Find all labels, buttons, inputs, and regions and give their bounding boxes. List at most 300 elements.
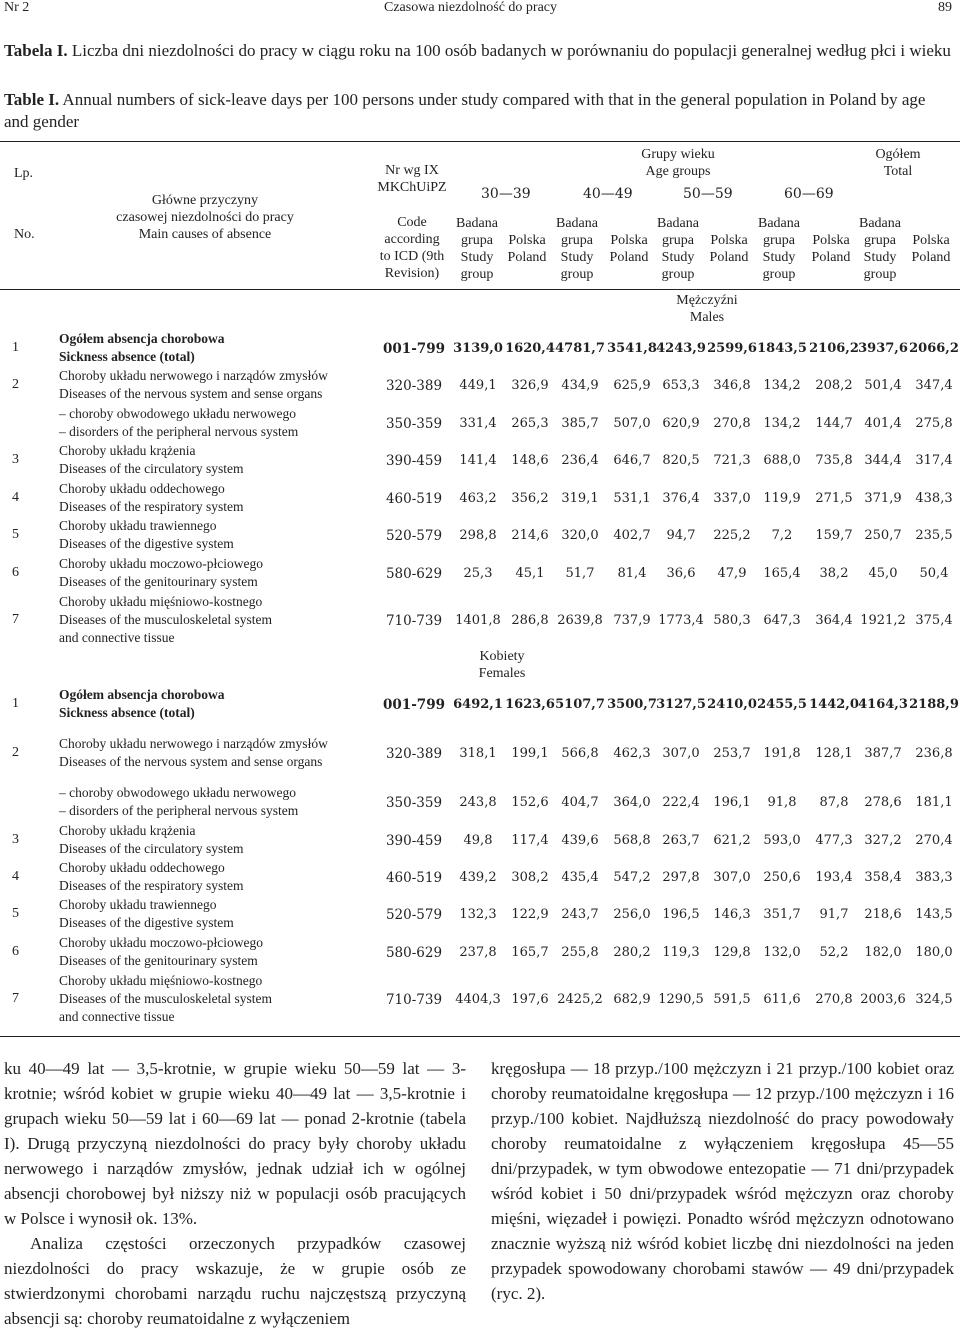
row-value: 331,4 bbox=[459, 416, 497, 431]
row-number: 6 bbox=[12, 565, 19, 580]
row-value: 181,1 bbox=[915, 795, 953, 810]
row-cause-en: Diseases of the circulatory system bbox=[59, 841, 244, 856]
row-value: 387,7 bbox=[864, 746, 902, 761]
header-icd-en-line: Code bbox=[397, 215, 427, 230]
header-age-50-59: 50—59 bbox=[683, 186, 733, 202]
header-cause-pl bbox=[105, 192, 305, 243]
subheader-study-line: grupa bbox=[561, 233, 593, 248]
row-value: 243,7 bbox=[561, 907, 599, 922]
row-value: 196,5 bbox=[662, 907, 700, 922]
subheader-study-line: Study bbox=[762, 250, 796, 265]
subheader-study-group bbox=[552, 215, 602, 283]
row-value: 253,7 bbox=[713, 746, 751, 761]
row-value: 91,8 bbox=[767, 795, 797, 810]
row-cause-pl: Ogółem absencja chorobowa bbox=[59, 331, 225, 346]
subheader-study-line: group bbox=[863, 267, 897, 282]
row-value: 128,1 bbox=[815, 746, 853, 761]
subheader-study-line: Badana bbox=[556, 216, 598, 231]
row-number: 3 bbox=[12, 832, 19, 847]
row-value: 2455,5 bbox=[757, 697, 807, 712]
row-value: 4243,9 bbox=[656, 341, 706, 356]
subheader-study-line: group bbox=[762, 267, 796, 282]
row-icd-code: 350-359 bbox=[385, 416, 443, 432]
row-cause bbox=[59, 593, 272, 647]
subheader-study-line: Badana bbox=[758, 216, 800, 231]
row-value: 449,1 bbox=[459, 378, 497, 393]
row-value: 208,2 bbox=[815, 378, 853, 393]
subheader-study-group bbox=[754, 215, 804, 283]
table-caption-en bbox=[4, 89, 954, 133]
row-value: 275,8 bbox=[915, 416, 953, 431]
row-cause-en: Sickness absence (total) bbox=[59, 349, 195, 364]
row-value: 1442,0 bbox=[809, 697, 859, 712]
header-icd-en-line: according bbox=[384, 232, 440, 247]
row-value: 404,7 bbox=[561, 795, 599, 810]
row-cause-en: Diseases of the respiratory system bbox=[59, 499, 244, 514]
row-value: 2066,2 bbox=[909, 341, 959, 356]
row-icd-code: 350-359 bbox=[385, 795, 443, 811]
row-value: 45,1 bbox=[515, 566, 545, 581]
row-icd-code: 460-519 bbox=[385, 870, 443, 886]
row-value: 3139,0 bbox=[453, 341, 503, 356]
row-value: 214,6 bbox=[511, 528, 549, 543]
row-value: 2003,6 bbox=[860, 992, 906, 1007]
row-cause bbox=[59, 784, 298, 820]
subheader-study-line: grupa bbox=[763, 233, 795, 248]
row-cause-extra: and connective tissue bbox=[59, 630, 175, 645]
row-value: 2106,2 bbox=[809, 341, 859, 356]
subheader-study-line: group bbox=[460, 267, 494, 282]
row-value: 255,8 bbox=[561, 945, 599, 960]
row-value: 376,4 bbox=[662, 491, 700, 506]
row-cause-extra: and connective tissue bbox=[59, 1009, 175, 1024]
row-number: 4 bbox=[12, 490, 19, 505]
body-paragraph: Analiza częstości orzeczonych przypadków czasowej niezdolności do pracy wskazuje, że w grupie osób ze stwierdzonymi chorobami narządu ruchu najczęstszą przyczyną absencji są: choroby reumatoidalne z wyłączeniem bbox=[4, 1234, 466, 1328]
row-value: 117,4 bbox=[511, 833, 549, 848]
subheader-poland-line: Polska bbox=[610, 233, 648, 248]
row-value: 621,2 bbox=[713, 833, 751, 848]
row-value: 143,5 bbox=[915, 907, 953, 922]
row-value: 134,2 bbox=[763, 378, 801, 393]
row-value: 119,3 bbox=[662, 945, 700, 960]
row-value: 820,5 bbox=[662, 453, 700, 468]
row-value: 91,7 bbox=[819, 907, 849, 922]
row-cause-pl: Ogółem absencja chorobowa bbox=[59, 687, 225, 702]
row-cause-pl: Choroby układu oddechowego bbox=[59, 860, 225, 875]
row-value: 256,0 bbox=[613, 907, 651, 922]
row-cause-en: – disorders of the peripheral nervous system bbox=[59, 803, 299, 818]
row-value: 1290,5 bbox=[658, 992, 704, 1007]
row-value: 3937,6 bbox=[858, 341, 908, 356]
row-value: 1623,6 bbox=[505, 697, 555, 712]
males-label-en: Males bbox=[689, 310, 725, 325]
row-value: 318,1 bbox=[459, 746, 497, 761]
header-icd-en-line: Revision) bbox=[384, 266, 440, 281]
row-value: 3127,5 bbox=[656, 697, 706, 712]
row-value: 191,8 bbox=[763, 746, 801, 761]
row-cause-pl: Choroby układu krążenia bbox=[59, 823, 196, 838]
row-value: 324,5 bbox=[915, 992, 953, 1007]
row-value: 298,8 bbox=[459, 528, 497, 543]
header-age-groups-pl: Grupy wieku bbox=[641, 147, 715, 162]
row-value: 326,9 bbox=[511, 378, 549, 393]
row-value: 646,7 bbox=[613, 453, 651, 468]
row-value: 263,7 bbox=[662, 833, 700, 848]
row-value: 439,6 bbox=[561, 833, 599, 848]
row-value: 152,6 bbox=[511, 795, 549, 810]
body-paragraph: kręgosłupa — 18 przyp./100 mężczyzn i 21 przyp./100 kobiet oraz choroby reumatoidalne kręgosłupa — 12 przyp./100 mężczyzn i 16 przyp./100 kobiet. Najdłuższą niezdolność do pracy powodowały choroby reumatoidalne z wyłączeniem kręgosłupa 45—55 dni/przypadek, w tym obwodowe entezopatie — 71 dni/przypadek wśród kobiet i 50 dni/przypadek wśród mężczyzn oraz choroby mięśni, więzadeł i powięzi. Ponadto wśród mężczyzn odnotowano znacznie wyższą niż wśród kobiet liczbę dni niezdolności na jeden przypadek spowodowany chorobami stawów — 49 dni/przypadek (ryc. 2). bbox=[491, 1059, 954, 1303]
row-number: 1 bbox=[12, 340, 19, 355]
subheader-poland-line: Poland bbox=[709, 250, 749, 265]
subheader-study-line: Study bbox=[460, 250, 494, 265]
header-age-groups bbox=[608, 146, 748, 180]
row-icd-code: 520-579 bbox=[385, 528, 443, 544]
row-value: 2410,0 bbox=[707, 697, 757, 712]
row-icd-code: 320-389 bbox=[385, 378, 443, 394]
row-value: 307,0 bbox=[713, 870, 751, 885]
row-value: 129,8 bbox=[713, 945, 751, 960]
row-value: 4164,3 bbox=[858, 697, 908, 712]
row-value: 5107,7 bbox=[555, 697, 605, 712]
row-icd-code: 390-459 bbox=[385, 453, 443, 469]
table-top-rule bbox=[0, 141, 960, 142]
subheader-poland-line: Poland bbox=[507, 250, 547, 265]
header-cause-pl-line: czasowej niezdolności do pracy bbox=[116, 210, 294, 225]
header-icd bbox=[372, 162, 452, 282]
row-value: 438,3 bbox=[915, 491, 953, 506]
subheader-study-line: Badana bbox=[657, 216, 699, 231]
row-value: 385,7 bbox=[561, 416, 599, 431]
row-value: 620,9 bbox=[662, 416, 700, 431]
row-cause-pl: Choroby układu nerwowego i narządów zmysłów bbox=[59, 736, 328, 751]
row-value: 278,6 bbox=[864, 795, 902, 810]
row-cause bbox=[59, 896, 234, 932]
row-value: 159,7 bbox=[815, 528, 853, 543]
row-value: 4404,3 bbox=[455, 992, 501, 1007]
row-value: 94,7 bbox=[666, 528, 696, 543]
row-value: 4781,7 bbox=[555, 341, 605, 356]
row-value: 625,9 bbox=[613, 378, 651, 393]
subheader-study-line: group bbox=[661, 267, 695, 282]
subheader-study-line: grupa bbox=[461, 233, 493, 248]
header-no: No. bbox=[14, 227, 35, 242]
row-cause-en: Diseases of the digestive system bbox=[59, 915, 234, 930]
row-value: 148,6 bbox=[511, 453, 549, 468]
row-value: 270,8 bbox=[713, 416, 751, 431]
row-value: 346,8 bbox=[713, 378, 751, 393]
table-bottom-rule bbox=[0, 1036, 960, 1037]
row-value: 2639,8 bbox=[557, 613, 603, 628]
row-value: 81,4 bbox=[617, 566, 647, 581]
row-value: 358,4 bbox=[864, 870, 902, 885]
row-value: 320,0 bbox=[561, 528, 599, 543]
row-cause-pl: Choroby układu moczowo-płciowego bbox=[59, 935, 263, 950]
row-value: 237,8 bbox=[459, 945, 497, 960]
row-value: 52,2 bbox=[819, 945, 849, 960]
row-cause bbox=[59, 442, 243, 478]
row-value: 265,3 bbox=[511, 416, 549, 431]
row-value: 307,0 bbox=[662, 746, 700, 761]
subheader-poland-line: Poland bbox=[811, 250, 851, 265]
row-value: 371,9 bbox=[864, 491, 902, 506]
row-value: 141,4 bbox=[459, 453, 497, 468]
caption-text-en: Annual numbers of sick-leave days per 100 persons under study compared with that in the general population in Poland by age and gender bbox=[4, 90, 926, 131]
row-value: 243,8 bbox=[459, 795, 497, 810]
females-label-pl: Kobiety bbox=[479, 649, 525, 664]
row-value: 87,8 bbox=[819, 795, 849, 810]
table-caption-pl bbox=[4, 40, 954, 62]
row-value: 197,6 bbox=[511, 992, 549, 1007]
row-cause bbox=[59, 859, 243, 895]
row-value: 2599,6 bbox=[707, 341, 757, 356]
row-cause-en: Diseases of the respiratory system bbox=[59, 878, 244, 893]
row-value: 721,3 bbox=[713, 453, 751, 468]
row-value: 3541,8 bbox=[607, 341, 657, 356]
row-value: 36,6 bbox=[666, 566, 696, 581]
row-value: 50,4 bbox=[919, 566, 949, 581]
caption-text-pl: Liczba dni niezdolności do pracy w ciągu roku na 100 osób badanych w porównaniu do populacji generalnej według płci i wieku bbox=[67, 41, 951, 60]
header-icd-pl-line: MKChUiPZ bbox=[377, 180, 447, 195]
row-value: 477,3 bbox=[815, 833, 853, 848]
row-value: 6492,1 bbox=[453, 697, 503, 712]
row-value: 165,4 bbox=[763, 566, 801, 581]
header-total-pl: Ogółem bbox=[875, 147, 921, 162]
row-number: 3 bbox=[12, 452, 19, 467]
subheader-poland-line: Polska bbox=[912, 233, 950, 248]
caption-label-en: Table I. bbox=[4, 90, 60, 109]
row-value: 351,7 bbox=[763, 907, 801, 922]
row-number: 7 bbox=[12, 612, 19, 627]
subheader-poland bbox=[906, 232, 956, 266]
row-value: 250,6 bbox=[763, 870, 801, 885]
row-value: 337,0 bbox=[713, 491, 751, 506]
row-value: 222,4 bbox=[662, 795, 700, 810]
row-value: 647,3 bbox=[763, 613, 801, 628]
row-cause-pl: Choroby układu oddechowego bbox=[59, 481, 225, 496]
row-value: 735,8 bbox=[815, 453, 853, 468]
subheader-poland bbox=[806, 232, 856, 266]
row-value: 364,0 bbox=[613, 795, 651, 810]
row-value: 49,8 bbox=[463, 833, 493, 848]
header-age-groups-en: Age groups bbox=[645, 164, 711, 179]
row-value: 383,3 bbox=[915, 870, 953, 885]
subheader-study-line: grupa bbox=[662, 233, 694, 248]
row-value: 165,7 bbox=[511, 945, 549, 960]
subheader-study-group bbox=[653, 215, 703, 283]
subheader-study-group bbox=[855, 215, 905, 283]
row-cause-en: Diseases of the musculoskeletal system bbox=[59, 612, 272, 627]
row-value: 1921,2 bbox=[860, 613, 906, 628]
header-cause-pl-line: Główne przyczyny bbox=[151, 193, 259, 208]
row-value: 250,7 bbox=[864, 528, 902, 543]
row-cause bbox=[59, 480, 243, 516]
row-value: 611,6 bbox=[763, 992, 801, 1007]
row-value: 566,8 bbox=[561, 746, 599, 761]
row-number: 4 bbox=[12, 869, 19, 884]
row-value: 1773,4 bbox=[658, 613, 704, 628]
row-icd-code: 320-389 bbox=[385, 746, 443, 762]
row-value: 439,2 bbox=[459, 870, 497, 885]
subheader-poland bbox=[502, 232, 552, 266]
row-value: 568,8 bbox=[613, 833, 651, 848]
row-number: 2 bbox=[12, 745, 19, 760]
row-value: 364,4 bbox=[815, 613, 853, 628]
row-value: 182,0 bbox=[864, 945, 902, 960]
header-total bbox=[858, 146, 938, 180]
row-cause-pl: – choroby obwodowego układu nerwowego bbox=[59, 406, 296, 421]
row-cause-pl: Choroby układu mięśniowo-kostnego bbox=[59, 973, 263, 988]
row-cause-pl: Choroby układu moczowo-płciowego bbox=[59, 556, 263, 571]
row-cause-en: – disorders of the peripheral nervous system bbox=[59, 424, 299, 439]
page-running-title: Czasowa niezdolność do pracy bbox=[384, 0, 557, 15]
row-value: 7,2 bbox=[771, 528, 793, 543]
subheader-poland-line: Poland bbox=[609, 250, 649, 265]
row-cause-pl: Choroby układu trawiennego bbox=[59, 897, 217, 912]
row-cause bbox=[59, 972, 272, 1026]
row-value: 593,0 bbox=[763, 833, 801, 848]
row-icd-code: 001-799 bbox=[383, 697, 445, 713]
row-icd-code: 580-629 bbox=[385, 945, 443, 961]
row-value: 1401,8 bbox=[455, 613, 501, 628]
row-cause bbox=[59, 405, 298, 441]
subheader-study-line: grupa bbox=[864, 233, 896, 248]
row-cause bbox=[59, 330, 225, 366]
subheader-study-line: group bbox=[560, 267, 594, 282]
row-cause-pl: – choroby obwodowego układu nerwowego bbox=[59, 785, 296, 800]
row-cause-en: Diseases of the genitourinary system bbox=[59, 574, 258, 589]
row-value: 547,2 bbox=[613, 870, 651, 885]
row-value: 236,8 bbox=[915, 746, 953, 761]
header-age-30-39: 30—39 bbox=[481, 186, 531, 202]
row-value: 199,1 bbox=[511, 746, 549, 761]
males-section-label bbox=[657, 292, 757, 326]
table-header-rule bbox=[0, 289, 960, 290]
row-cause-en: Diseases of the nervous system and sense organs bbox=[59, 386, 323, 401]
row-value: 122,9 bbox=[511, 907, 549, 922]
row-value: 218,6 bbox=[864, 907, 902, 922]
row-cause bbox=[59, 686, 225, 722]
header-icd-en-line: to ICD (9th bbox=[379, 249, 445, 264]
row-value: 144,7 bbox=[815, 416, 853, 431]
row-cause bbox=[59, 822, 243, 858]
row-icd-code: 710-739 bbox=[385, 992, 443, 1008]
row-value: 375,4 bbox=[915, 613, 953, 628]
row-value: 507,0 bbox=[613, 416, 651, 431]
row-icd-code: 580-629 bbox=[385, 566, 443, 582]
row-value: 270,8 bbox=[815, 992, 853, 1007]
row-value: 317,4 bbox=[915, 453, 953, 468]
row-cause-en: Diseases of the genitourinary system bbox=[59, 953, 258, 968]
row-value: 51,7 bbox=[565, 566, 595, 581]
subheader-study-line: Badana bbox=[456, 216, 498, 231]
row-number: 2 bbox=[12, 377, 19, 392]
body-column-left bbox=[4, 1056, 466, 1331]
subheader-poland-line: Polska bbox=[812, 233, 850, 248]
row-value: 132,3 bbox=[459, 907, 497, 922]
header-age-60-69: 60—69 bbox=[784, 186, 834, 202]
row-number: 5 bbox=[12, 527, 19, 542]
body-column-right bbox=[491, 1056, 954, 1306]
subheader-poland-line: Poland bbox=[911, 250, 951, 265]
row-icd-code: 710-739 bbox=[385, 613, 443, 629]
row-cause-en: Diseases of the digestive system bbox=[59, 536, 234, 551]
row-value: 180,0 bbox=[915, 945, 953, 960]
row-value: 434,9 bbox=[561, 378, 599, 393]
row-cause bbox=[59, 934, 263, 970]
row-value: 653,3 bbox=[662, 378, 700, 393]
row-value: 737,9 bbox=[613, 613, 651, 628]
row-value: 463,2 bbox=[459, 491, 497, 506]
row-value: 45,0 bbox=[868, 566, 898, 581]
row-value: 688,0 bbox=[763, 453, 801, 468]
row-cause-pl: Choroby układu trawiennego bbox=[59, 518, 217, 533]
subheader-study-line: Badana bbox=[859, 216, 901, 231]
row-number: 7 bbox=[12, 991, 19, 1006]
row-number: 5 bbox=[12, 906, 19, 921]
row-icd-code: 460-519 bbox=[385, 491, 443, 507]
row-value: 270,4 bbox=[915, 833, 953, 848]
row-value: 286,8 bbox=[511, 613, 549, 628]
row-cause-pl: Choroby układu krążenia bbox=[59, 443, 196, 458]
row-value: 1620,4 bbox=[505, 341, 555, 356]
row-value: 531,1 bbox=[613, 491, 651, 506]
row-cause bbox=[59, 735, 328, 771]
row-value: 501,4 bbox=[864, 378, 902, 393]
row-value: 146,3 bbox=[713, 907, 751, 922]
row-icd-code: 390-459 bbox=[385, 833, 443, 849]
header-total-en: Total bbox=[883, 164, 913, 179]
page-journal-number: Nr 2 bbox=[4, 0, 30, 15]
row-icd-code: 520-579 bbox=[385, 907, 443, 923]
row-number: 6 bbox=[12, 944, 19, 959]
row-value: 580,3 bbox=[713, 613, 751, 628]
row-value: 308,2 bbox=[511, 870, 549, 885]
header-lp: Lp. bbox=[14, 166, 34, 181]
row-value: 347,4 bbox=[915, 378, 953, 393]
header-icd-pl-line: Nr wg IX bbox=[385, 163, 439, 178]
row-value: 297,8 bbox=[662, 870, 700, 885]
row-value: 591,5 bbox=[713, 992, 751, 1007]
body-paragraph: ku 40—49 lat — 3,5-krotnie, w grupie wieku 50—59 lat — 3-krotnie; wśród kobiet w grupie wieku 40—49 lat — 3,5-krotnie i grupach wieku 50—59 lat i 60—69 lat — ponad 2-krotnie (tabela I). Drugą przyczyną niezdolności do pracy były choroby układu nerwowego i narządów zmysłów, jednak udział ich w ogólnej absencji chorobowej był niższy niż w populacji osób pracujących w Polsce i wynosił ok. 13%. bbox=[4, 1059, 466, 1228]
page-number: 89 bbox=[938, 0, 952, 15]
row-value: 402,7 bbox=[613, 528, 651, 543]
row-value: 2425,2 bbox=[557, 992, 603, 1007]
row-value: 2188,9 bbox=[909, 697, 959, 712]
females-section-label bbox=[452, 648, 552, 682]
caption-label-pl: Tabela I. bbox=[4, 41, 68, 60]
row-value: 236,4 bbox=[561, 453, 599, 468]
row-value: 327,2 bbox=[864, 833, 902, 848]
row-value: 271,5 bbox=[815, 491, 853, 506]
header-age-40-49: 40—49 bbox=[583, 186, 633, 202]
row-cause-pl: Choroby układu mięśniowo-kostnego bbox=[59, 594, 263, 609]
row-value: 132,0 bbox=[763, 945, 801, 960]
header-cause-en: Main causes of absence bbox=[138, 227, 272, 242]
row-value: 38,2 bbox=[819, 566, 849, 581]
subheader-poland bbox=[604, 232, 654, 266]
row-value: 193,4 bbox=[815, 870, 853, 885]
row-value: 319,1 bbox=[561, 491, 599, 506]
subheader-study-line: Study bbox=[661, 250, 695, 265]
subheader-study-line: Study bbox=[560, 250, 594, 265]
subheader-poland-line: Polska bbox=[710, 233, 748, 248]
row-value: 134,2 bbox=[763, 416, 801, 431]
females-label-en: Females bbox=[478, 666, 526, 681]
row-value: 3500,7 bbox=[607, 697, 657, 712]
row-value: 25,3 bbox=[463, 566, 493, 581]
row-cause-en: Diseases of the circulatory system bbox=[59, 461, 244, 476]
row-value: 344,4 bbox=[864, 453, 902, 468]
